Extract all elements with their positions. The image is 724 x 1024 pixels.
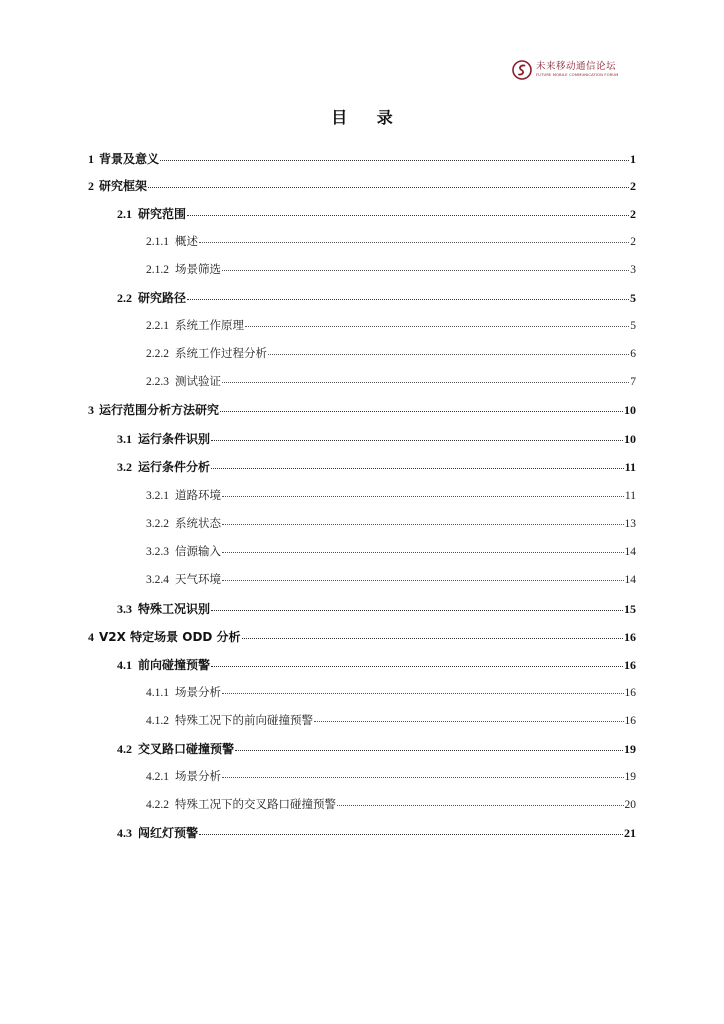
toc-entry[interactable]	[146, 317, 636, 337]
toc-entry-page: 2	[630, 236, 636, 248]
toc-entry-number: 2.1.2	[146, 264, 169, 276]
toc-entry-number: 2.2.1	[146, 320, 169, 332]
toc-dot-leader	[211, 658, 623, 667]
toc-dot-leader	[222, 685, 624, 694]
toc-entry-number: 3.2.1	[146, 490, 169, 502]
toc-entry-page: 14	[624, 574, 636, 586]
toc-entry-number: 4.1.2	[146, 715, 169, 727]
toc-entry-label: 场景筛选	[175, 262, 221, 276]
toc-dot-leader	[235, 742, 623, 751]
toc-entry[interactable]	[146, 796, 636, 816]
toc-entry-label: 运行范围分析方法研究	[99, 403, 220, 417]
toc-entry-label: 背景及意义	[99, 152, 160, 166]
toc-entry-page: 16	[624, 630, 636, 644]
toc-dot-leader	[222, 572, 624, 581]
toc-entry-label: 场景分析	[175, 769, 221, 783]
toc-entry-label: 特殊工况识别	[138, 602, 211, 616]
toc-entry-page: 1	[630, 152, 636, 166]
toc-entry-label: 运行条件识别	[138, 432, 211, 446]
toc-entry-number: 4.3	[117, 826, 132, 840]
toc-entry-label: 信源输入	[175, 544, 221, 558]
forum-logo	[512, 58, 637, 82]
toc-entry-label: 天气环境	[175, 572, 221, 586]
toc-entry-number: 3.1	[117, 432, 132, 446]
toc-dot-leader	[211, 432, 623, 441]
toc-entry-page: 11	[624, 490, 636, 502]
toc-entry-number: 3.3	[117, 602, 132, 616]
logo-english-text: FUTURE MOBILE COMMUNICATION FORUM	[536, 72, 619, 77]
toc-dot-leader	[222, 262, 629, 271]
toc-entry-number: 3.2.3	[146, 546, 169, 558]
toc-entry-label: 系统状态	[175, 516, 221, 530]
toc-dot-leader	[220, 403, 623, 412]
toc-entry-number: 2.2.3	[146, 376, 169, 388]
toc-dot-leader	[222, 488, 624, 497]
toc-entry-page: 16	[624, 715, 636, 727]
toc-entry-number: 3.2	[117, 460, 132, 474]
toc-entry-label: 特殊工况下的交叉路口碰撞预警	[175, 797, 336, 811]
toc-dot-leader	[187, 207, 629, 216]
toc-entry-page: 6	[630, 348, 636, 360]
toc-entry-label: 概述	[175, 234, 198, 248]
toc-dot-leader	[160, 152, 629, 161]
toc-entry-label: 系统工作原理	[175, 318, 244, 332]
toc-entry-page: 10	[624, 403, 636, 417]
toc-entry-number: 4.1.1	[146, 687, 169, 699]
toc-entry[interactable]	[88, 401, 636, 421]
toc-entry-number: 1	[88, 152, 94, 166]
toc-entry[interactable]	[146, 515, 636, 535]
toc-dot-leader	[245, 318, 629, 327]
toc-entry[interactable]	[146, 261, 636, 281]
toc-entry[interactable]	[117, 289, 636, 309]
toc-entry[interactable]	[117, 824, 636, 844]
toc-entry[interactable]	[88, 628, 636, 648]
toc-entry-label: 闯红灯预警	[138, 826, 199, 840]
toc-entry-number: 3.2.2	[146, 518, 169, 530]
toc-entry-label: 场景分析	[175, 685, 221, 699]
toc-entry-label: 研究范围	[138, 207, 187, 221]
toc-entry-page: 13	[624, 518, 636, 530]
toc-entry-label: 测试验证	[175, 374, 221, 388]
toc-dot-leader	[211, 602, 623, 611]
toc-entry-label: 道路环境	[175, 488, 221, 502]
toc-dot-leader	[242, 630, 623, 639]
toc-dot-leader	[199, 826, 623, 835]
toc-dot-leader	[268, 346, 629, 355]
toc-entry[interactable]	[117, 656, 636, 676]
toc-entry-page: 2	[630, 207, 636, 221]
toc-entry[interactable]	[146, 712, 636, 732]
toc-dot-leader	[314, 713, 624, 722]
toc-entry-page: 11	[624, 460, 636, 474]
toc-entry-number: 4	[88, 630, 94, 644]
logo-chinese-text: 未来移动通信论坛	[536, 61, 617, 73]
toc-entry-page: 15	[624, 602, 636, 616]
toc-entry-number: 2.1	[117, 207, 132, 221]
toc-entry[interactable]	[117, 600, 636, 620]
toc-entry-page: 5	[630, 291, 636, 305]
toc-entry-number: 2.2.2	[146, 348, 169, 360]
toc-entry[interactable]	[88, 150, 636, 170]
toc-dot-leader	[148, 179, 629, 188]
toc-entry-label: 交叉路口碰撞预警	[138, 742, 235, 756]
toc-dot-leader	[222, 374, 629, 383]
toc-entry-number: 3	[88, 403, 94, 417]
toc-entry-number: 4.2	[117, 742, 132, 756]
toc-entry[interactable]	[117, 205, 636, 225]
toc-entry-page: 21	[624, 826, 636, 840]
toc-entry[interactable]	[146, 487, 636, 507]
toc-entry-page: 16	[624, 687, 636, 699]
toc-dot-leader	[199, 234, 629, 243]
toc-entry-number: 2.2	[117, 291, 132, 305]
toc-entry-number: 2	[88, 179, 94, 193]
toc-entry[interactable]	[146, 684, 636, 704]
toc-dot-leader	[337, 797, 624, 806]
toc-entry-page: 16	[624, 658, 636, 672]
toc-entry-number: 4.2.2	[146, 799, 169, 811]
toc-entry[interactable]	[146, 373, 636, 393]
toc-entry-number: 2.1.1	[146, 236, 169, 248]
toc-entry-page: 19	[624, 771, 636, 783]
toc-entry[interactable]	[117, 740, 636, 760]
toc-entry-page: 3	[630, 264, 636, 276]
toc-entry-page: 14	[624, 546, 636, 558]
toc-entry[interactable]	[146, 233, 636, 253]
forum-logo-icon	[512, 60, 532, 80]
toc-entry[interactable]	[117, 458, 636, 478]
toc-entry[interactable]	[117, 430, 636, 450]
toc-entry-page: 19	[624, 742, 636, 756]
toc-entry[interactable]	[146, 345, 636, 365]
toc-dot-leader	[211, 460, 624, 469]
toc-entry-page: 10	[624, 432, 636, 446]
toc-entry[interactable]	[146, 543, 636, 563]
toc-entry-label: 前向碰撞预警	[138, 658, 211, 672]
toc-entry-page: 5	[630, 320, 636, 332]
toc-entry-label: 研究框架	[99, 179, 148, 193]
toc-entry-label: 运行条件分析	[138, 460, 211, 474]
toc-entry[interactable]	[146, 571, 636, 591]
toc-entry[interactable]	[146, 768, 636, 788]
toc-entry-label: 特殊工况下的前向碰撞预警	[175, 713, 313, 727]
toc-entry-page: 7	[630, 376, 636, 388]
toc-entry-page: 2	[630, 179, 636, 193]
toc-title: 目 录	[331, 108, 405, 127]
toc-entry-label: 研究路径	[138, 291, 187, 305]
toc-dot-leader	[222, 544, 624, 553]
toc-entry-number: 4.2.1	[146, 771, 169, 783]
toc-dot-leader	[222, 769, 624, 778]
toc-entry-number: 3.2.4	[146, 574, 169, 586]
toc-entry-page: 20	[624, 799, 636, 811]
toc-dot-leader	[222, 516, 624, 525]
toc-dot-leader	[187, 291, 629, 300]
toc-entry-label: V2X 特定场景 ODD 分析	[99, 630, 241, 644]
toc-entry-number: 4.1	[117, 658, 132, 672]
toc-entry-label: 系统工作过程分析	[175, 346, 267, 360]
toc-entry[interactable]	[88, 177, 636, 197]
